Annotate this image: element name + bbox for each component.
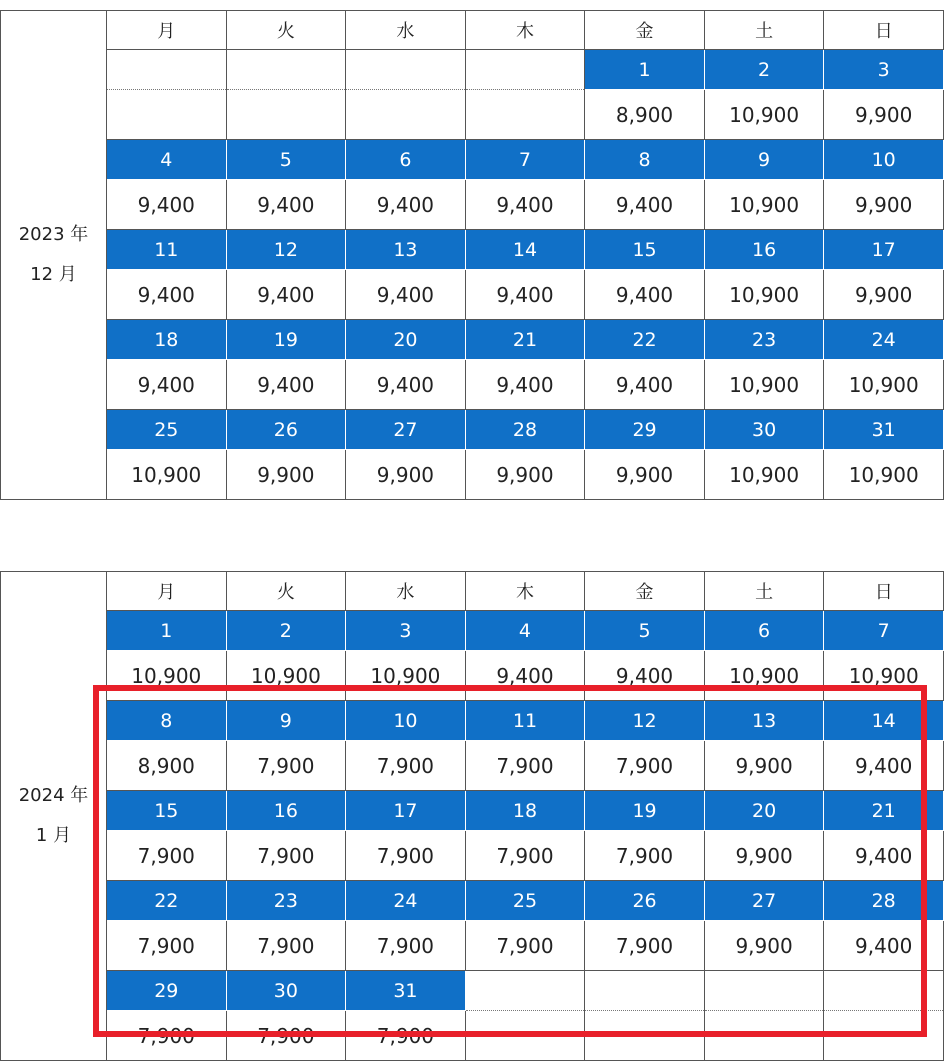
price-cell: 7,900 (585, 831, 705, 881)
date-cell: 7 (465, 140, 585, 180)
price-cell: 7,900 (465, 741, 585, 791)
price-cell: 9,400 (465, 270, 585, 320)
price-cell: 9,400 (107, 270, 227, 320)
price-cell (585, 1011, 705, 1061)
price-cell: 9,400 (585, 360, 705, 410)
date-cell: 20 (704, 791, 824, 831)
weekday-header: 木 (465, 572, 585, 611)
month-label-year: 2023 年 (18, 224, 89, 245)
price-cell: 9,400 (346, 180, 466, 230)
price-cell (704, 1011, 824, 1061)
price-cell: 10,900 (346, 651, 466, 701)
date-cell: 9 (226, 701, 346, 741)
price-cell: 8,900 (107, 741, 227, 791)
date-cell: 13 (346, 230, 466, 270)
price-cell: 10,900 (824, 360, 944, 410)
price-cell: 9,900 (824, 90, 944, 140)
price-cell: 9,900 (824, 180, 944, 230)
date-cell: 1 (585, 50, 705, 90)
date-cell: 2 (226, 611, 346, 651)
date-cell: 5 (585, 611, 705, 651)
date-cell (824, 971, 944, 1011)
price-cell: 7,900 (585, 921, 705, 971)
weekday-header: 水 (346, 572, 466, 611)
price-cell: 9,400 (226, 180, 346, 230)
price-cell: 10,900 (704, 651, 824, 701)
date-cell: 4 (465, 611, 585, 651)
date-cell: 28 (465, 410, 585, 450)
date-cell (346, 50, 466, 90)
price-cell: 7,900 (585, 741, 705, 791)
date-cell: 17 (824, 230, 944, 270)
date-cell: 21 (465, 320, 585, 360)
date-cell: 28 (824, 881, 944, 921)
date-cell: 6 (346, 140, 466, 180)
price-cell: 9,400 (465, 180, 585, 230)
date-cell: 18 (107, 320, 227, 360)
weekday-header: 日 (824, 572, 944, 611)
date-cell: 19 (226, 320, 346, 360)
weekday-header: 火 (226, 11, 346, 50)
price-cell: 7,900 (107, 831, 227, 881)
price-cell: 10,900 (107, 651, 227, 701)
date-cell: 11 (465, 701, 585, 741)
date-cell: 20 (346, 320, 466, 360)
weekday-header: 火 (226, 572, 346, 611)
price-cell (824, 1011, 944, 1061)
date-cell: 27 (346, 410, 466, 450)
date-cell: 25 (465, 881, 585, 921)
date-cell: 18 (465, 791, 585, 831)
date-cell: 26 (226, 410, 346, 450)
price-cell: 9,400 (465, 360, 585, 410)
price-cell (107, 90, 227, 140)
date-cell: 30 (704, 410, 824, 450)
calendar-2024-01 (0, 571, 944, 1061)
date-cell: 3 (824, 50, 944, 90)
price-cell: 7,900 (107, 921, 227, 971)
date-cell: 11 (107, 230, 227, 270)
price-cell: 9,400 (107, 180, 227, 230)
price-cell: 7,900 (346, 921, 466, 971)
price-cell: 7,900 (226, 921, 346, 971)
weekday-header: 月 (107, 11, 227, 50)
date-cell: 22 (107, 881, 227, 921)
price-cell: 9,900 (704, 921, 824, 971)
date-cell: 10 (824, 140, 944, 180)
price-cell: 7,900 (465, 831, 585, 881)
price-cell: 9,400 (585, 180, 705, 230)
date-cell: 17 (346, 791, 466, 831)
weekday-header: 月 (107, 572, 227, 611)
date-cell: 24 (824, 320, 944, 360)
date-cell: 25 (107, 410, 227, 450)
date-cell: 8 (585, 140, 705, 180)
price-cell (465, 1011, 585, 1061)
date-cell: 24 (346, 881, 466, 921)
price-cell: 10,900 (704, 360, 824, 410)
price-cell: 10,900 (107, 450, 227, 500)
price-cell: 9,400 (824, 921, 944, 971)
price-cell: 7,900 (346, 1011, 466, 1061)
price-cell: 10,900 (824, 450, 944, 500)
price-cell (226, 90, 346, 140)
date-cell (107, 50, 227, 90)
date-cell: 15 (585, 230, 705, 270)
date-cell: 29 (107, 971, 227, 1011)
price-cell: 7,900 (226, 1011, 346, 1061)
calendar-2023-12 (0, 10, 944, 500)
date-cell: 22 (585, 320, 705, 360)
date-cell: 16 (704, 230, 824, 270)
price-cell: 7,900 (226, 831, 346, 881)
date-cell: 1 (107, 611, 227, 651)
weekday-header: 木 (465, 11, 585, 50)
date-cell: 3 (346, 611, 466, 651)
price-cell: 7,900 (107, 1011, 227, 1061)
price-cell: 9,400 (226, 360, 346, 410)
price-cell: 10,900 (704, 90, 824, 140)
month-label-year: 2024 年 (18, 785, 89, 806)
date-cell (704, 971, 824, 1011)
price-cell: 9,400 (346, 270, 466, 320)
price-cell: 10,900 (704, 270, 824, 320)
price-cell: 7,900 (346, 831, 466, 881)
price-cell: 9,400 (585, 651, 705, 701)
date-cell: 12 (226, 230, 346, 270)
date-cell: 15 (107, 791, 227, 831)
weekday-header: 土 (704, 11, 824, 50)
price-cell: 9,400 (226, 270, 346, 320)
date-cell: 13 (704, 701, 824, 741)
price-cell: 9,900 (585, 450, 705, 500)
date-cell: 7 (824, 611, 944, 651)
date-cell: 10 (346, 701, 466, 741)
date-cell: 19 (585, 791, 705, 831)
weekday-header: 水 (346, 11, 466, 50)
date-cell: 14 (824, 701, 944, 741)
date-cell: 21 (824, 791, 944, 831)
date-cell: 16 (226, 791, 346, 831)
date-cell: 8 (107, 701, 227, 741)
date-cell: 30 (226, 971, 346, 1011)
date-cell: 14 (465, 230, 585, 270)
weekday-header: 日 (824, 11, 944, 50)
weekday-header: 金 (585, 11, 705, 50)
date-cell (465, 50, 585, 90)
price-cell: 7,900 (346, 741, 466, 791)
month-label (1, 572, 107, 1061)
date-cell: 23 (704, 320, 824, 360)
date-cell: 31 (346, 971, 466, 1011)
price-cell: 9,900 (346, 450, 466, 500)
month-label-month: 1 月 (35, 825, 72, 846)
date-cell: 12 (585, 701, 705, 741)
date-cell (226, 50, 346, 90)
date-cell: 26 (585, 881, 705, 921)
price-cell: 10,900 (704, 450, 824, 500)
price-cell: 9,400 (107, 360, 227, 410)
month-label-month: 12 月 (30, 264, 77, 285)
price-cell: 10,900 (704, 180, 824, 230)
weekday-header: 金 (585, 572, 705, 611)
price-cell: 9,900 (226, 450, 346, 500)
price-cell: 9,900 (704, 831, 824, 881)
date-cell: 27 (704, 881, 824, 921)
price-cell: 9,900 (704, 741, 824, 791)
date-cell (465, 971, 585, 1011)
price-cell (465, 90, 585, 140)
price-cell: 10,900 (226, 651, 346, 701)
price-cell: 8,900 (585, 90, 705, 140)
date-cell: 9 (704, 140, 824, 180)
month-label (1, 11, 107, 500)
price-cell: 9,400 (465, 651, 585, 701)
date-cell: 4 (107, 140, 227, 180)
price-cell: 9,400 (824, 741, 944, 791)
price-cell: 9,900 (824, 270, 944, 320)
price-cell: 10,900 (824, 651, 944, 701)
price-cell: 9,400 (585, 270, 705, 320)
price-cell: 9,400 (824, 831, 944, 881)
price-cell: 7,900 (465, 921, 585, 971)
price-cell: 7,900 (226, 741, 346, 791)
date-cell: 2 (704, 50, 824, 90)
price-cell (346, 90, 466, 140)
price-cell: 9,900 (465, 450, 585, 500)
date-cell: 23 (226, 881, 346, 921)
date-cell: 31 (824, 410, 944, 450)
date-cell: 29 (585, 410, 705, 450)
date-cell: 5 (226, 140, 346, 180)
date-cell: 6 (704, 611, 824, 651)
weekday-header: 土 (704, 572, 824, 611)
date-cell (585, 971, 705, 1011)
price-cell: 9,400 (346, 360, 466, 410)
